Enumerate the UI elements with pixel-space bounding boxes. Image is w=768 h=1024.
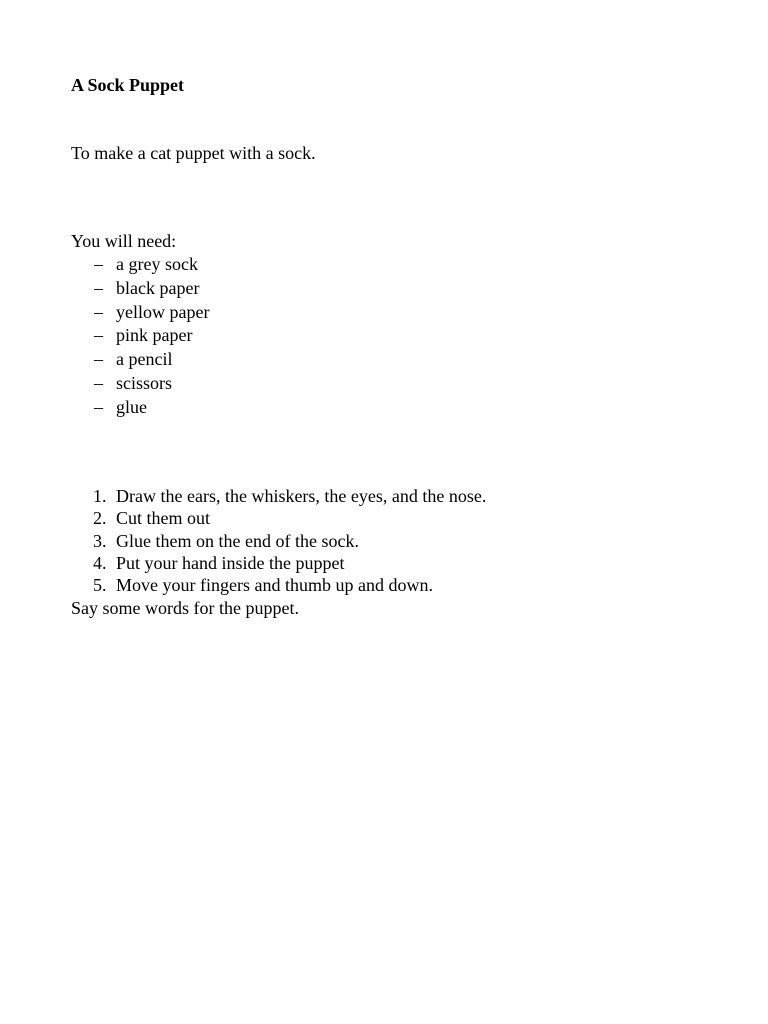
step-number: 5. [93,575,107,596]
step-text: Glue them on the end of the sock. [116,530,359,551]
closing-text: Say some words for the puppet. [71,598,299,618]
materials-item-text: glue [116,396,147,417]
step-item [71,574,486,596]
step-number: 4. [93,552,107,573]
step-text: Draw the ears, the whiskers, the eyes, and the nose. [116,486,487,506]
step-number: 2. [93,508,107,529]
materials-item-text: pink paper [116,325,193,346]
step-number: 3. [93,530,107,551]
step-item [71,552,486,574]
step-text: Cut them out [116,508,210,529]
purpose-text: To make a cat puppet with a sock. [71,143,316,163]
dash-bullet: – [94,349,103,370]
step-number: 1. [93,486,107,506]
materials-item [71,324,209,348]
materials-item [71,301,209,325]
materials-item-text: a pencil [116,349,173,370]
materials-list [71,253,209,420]
materials-item [71,396,209,420]
materials-item-text: black paper [116,277,200,298]
dash-bullet: – [94,372,103,393]
document-title: A Sock Puppet [71,75,185,95]
dash-bullet: – [94,254,103,274]
materials-item-text: yellow paper [116,301,210,322]
dash-bullet: – [94,277,103,298]
step-item [71,507,486,529]
step-text: Move your fingers and thumb up and down. [116,575,433,596]
materials-item-text: a grey sock [116,254,198,274]
materials-item [71,253,209,277]
dash-bullet: – [94,301,103,322]
steps-list [71,485,486,596]
materials-item [71,372,209,396]
step-item [71,530,486,552]
materials-item [71,277,209,301]
materials-item [71,348,209,372]
step-text: Put your hand inside the puppet [116,552,345,573]
dash-bullet: – [94,325,103,346]
materials-item-text: scissors [116,372,173,393]
dash-bullet: – [94,396,103,417]
materials-heading: You will need: [71,231,177,251]
step-item [71,485,486,507]
